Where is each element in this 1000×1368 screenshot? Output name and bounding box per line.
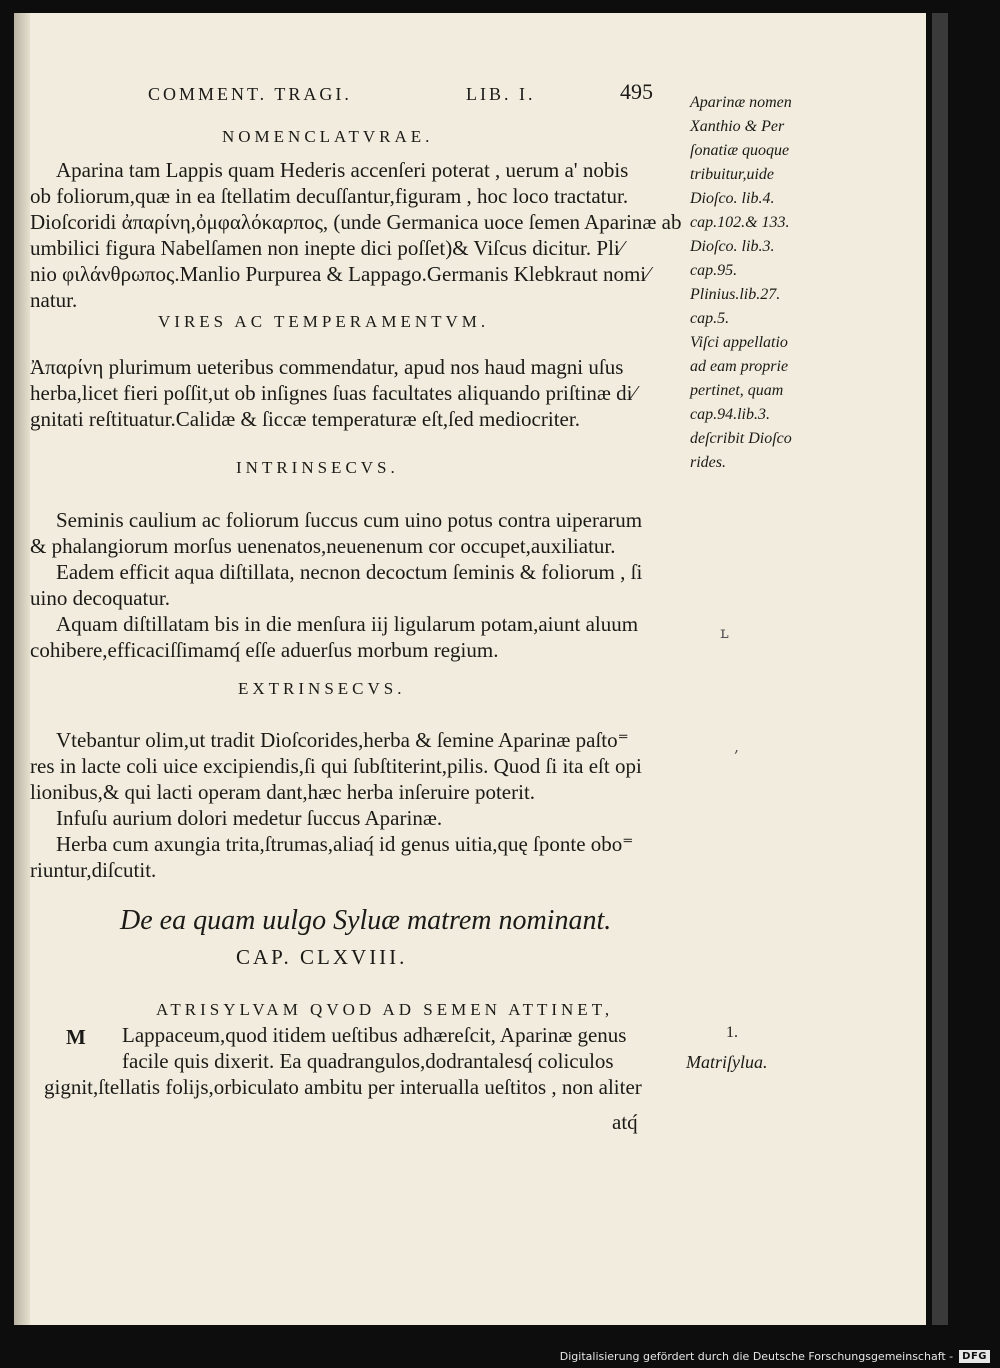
text-line: cohibere,efficaciſſimamq́ eſſe aduerſus morbum regium. <box>30 638 499 662</box>
text-line: riuntur,diſcutit. <box>30 858 157 882</box>
footer-credit <box>560 1348 990 1364</box>
text-line: umbilici figura Nabelſamen non inepte dici poſſet)& Viſcus dicitur. Pli⁄ <box>30 236 624 260</box>
text-line: Aquam diſtillatam bis in die menſura iij ligularum potam,aiunt aluum <box>56 612 639 636</box>
footer-credit-text: Digitalisierung gefördert durch die Deutsche Forschungsgemeinschaft - <box>559 1349 954 1363</box>
text-line: gignit,ſtellatis folijs,orbiculato ambitu per interualla ueſtitos , non aliter <box>44 1075 642 1099</box>
catchword: atq́ <box>612 1110 638 1134</box>
margin-note: Dioſco. lib.3. <box>690 238 775 255</box>
section-heading-vires: VIRES AC TEMPERAMENTVM. <box>158 312 490 331</box>
text-line: Infuſu aurium dolori medetur ſuccus Aparinæ. <box>56 806 443 830</box>
text-line: ob foliorum,quæ in ea ſtellatim decuſſantur,figuram , hoc loco tractatur. <box>30 184 629 208</box>
margin-note: cap.95. <box>690 262 738 279</box>
text-line: herba,licet fieri poſſit,ut ob inſignes ſuas facultates aliquando priſtinæ di⁄ <box>30 381 636 405</box>
text-line: uino decoquatur. <box>30 586 170 610</box>
section-heading-nomenclature: NOMENCLATVRAE. <box>222 127 434 146</box>
text-line: Aparina tam Lappis quam Hederis accenſeri poterat , uerum a' nobis <box>56 158 629 182</box>
dfg-logo: DFG <box>959 1350 990 1363</box>
margin-note: Aparinæ nomen <box>690 94 792 111</box>
margin-note: Xanthio & Per <box>690 118 785 135</box>
text-line: lionibus,& qui lacti operam dant,hæc herba inſeruire poterit. <box>30 780 536 804</box>
text-line: natur. <box>30 288 78 312</box>
text-line: & phalangiorum morſus uenenatos,neuenenum cor occupet,auxiliatur. <box>30 534 616 558</box>
margin-note: tribuitur,uide <box>690 166 775 183</box>
chapter-title: De ea quam uulgo Syluæ matrem nominant. <box>120 905 612 936</box>
text-line: Vtebantur olim,ut tradit Dioſcorides,herba & ſemine Aparinæ paſto⁼ <box>56 728 629 752</box>
page-number: 495 <box>620 79 653 104</box>
text-line: Ἀπαρίνη plurimum ueteribus commendatur, apud nos haud magni uſus <box>30 355 624 379</box>
section-heading-intrinsecus: INTRINSECVS. <box>236 458 399 477</box>
binding-shadow <box>14 13 30 1325</box>
pen-mark: ʟ <box>720 623 729 642</box>
text-line: Herba cum axungia trita,ſtrumas,aliaq́ id genus uitia,quę ſponte obo⁼ <box>56 832 634 856</box>
chapter-opening-heading: ATRISYLVAM QVOD AD SEMEN ATTINET, <box>156 1000 614 1019</box>
initial-mark: M <box>66 1025 86 1049</box>
running-title: COMMENT. TRAGI. <box>148 84 352 104</box>
margin-note: Plinius.lib.27. <box>690 286 781 303</box>
text-line: gnitati reſtituatur.Calidæ & ſiccæ temperaturæ eſt,ſed mediocriter. <box>30 407 580 431</box>
text-line: Eadem efficit aqua diſtillata, necnon decoctum ſeminis & foliorum , ſi <box>56 560 643 584</box>
section-heading-extrinsecus: EXTRINSECVS. <box>238 679 406 698</box>
chapter-margin-marker: 1. <box>726 1024 738 1041</box>
margin-note: cap.94.lib.3. <box>690 406 770 423</box>
margin-note: rides. <box>690 454 726 471</box>
book-number: LIB. I. <box>466 84 536 104</box>
text-line: Lappaceum,quod itidem ueſtibus adhæreſcit, Aparinæ genus <box>122 1023 627 1047</box>
margin-note: Dioſco. lib.4. <box>690 190 775 207</box>
pen-mark: , <box>734 737 740 756</box>
book-page <box>14 13 926 1325</box>
text-line: res in lacte coli uice excipiendis,ſi qui ſubſtiterint,pilis. Quod ſi ita eſt opi <box>30 754 642 778</box>
margin-note: ſonatiæ quoque <box>690 142 790 159</box>
chapter-margin-note: Matriſylua. <box>686 1052 768 1072</box>
text-line: facile quis dixerit. Ea quadrangulos,dodrantalesq́ coliculos <box>122 1049 614 1073</box>
margin-note: ad eam proprie <box>690 358 789 375</box>
scanner-edge <box>932 13 948 1325</box>
text-line: nio φιλάνθρωπος.Manlio Purpurea & Lappago.Germanis Klebkraut nomi⁄ <box>30 262 650 286</box>
margin-note: Viſci appellatio <box>690 334 788 351</box>
margin-note: cap.102.& 133. <box>690 214 790 231</box>
margin-note: deſcribit Dioſco <box>690 430 792 447</box>
text-line: Seminis caulium ac foliorum ſuccus cum uino potus contra uiperarum <box>56 508 643 532</box>
margin-note: cap.5. <box>690 310 730 327</box>
margin-note: pertinet, quam <box>690 382 784 399</box>
chapter-number: CAP. CLXVIII. <box>236 945 408 969</box>
text-line: Dioſcoridi ἀπαρίνη,ὀμφαλόκαρπος, (unde Germanica uoce ſemen Aparinæ ab <box>30 210 682 234</box>
